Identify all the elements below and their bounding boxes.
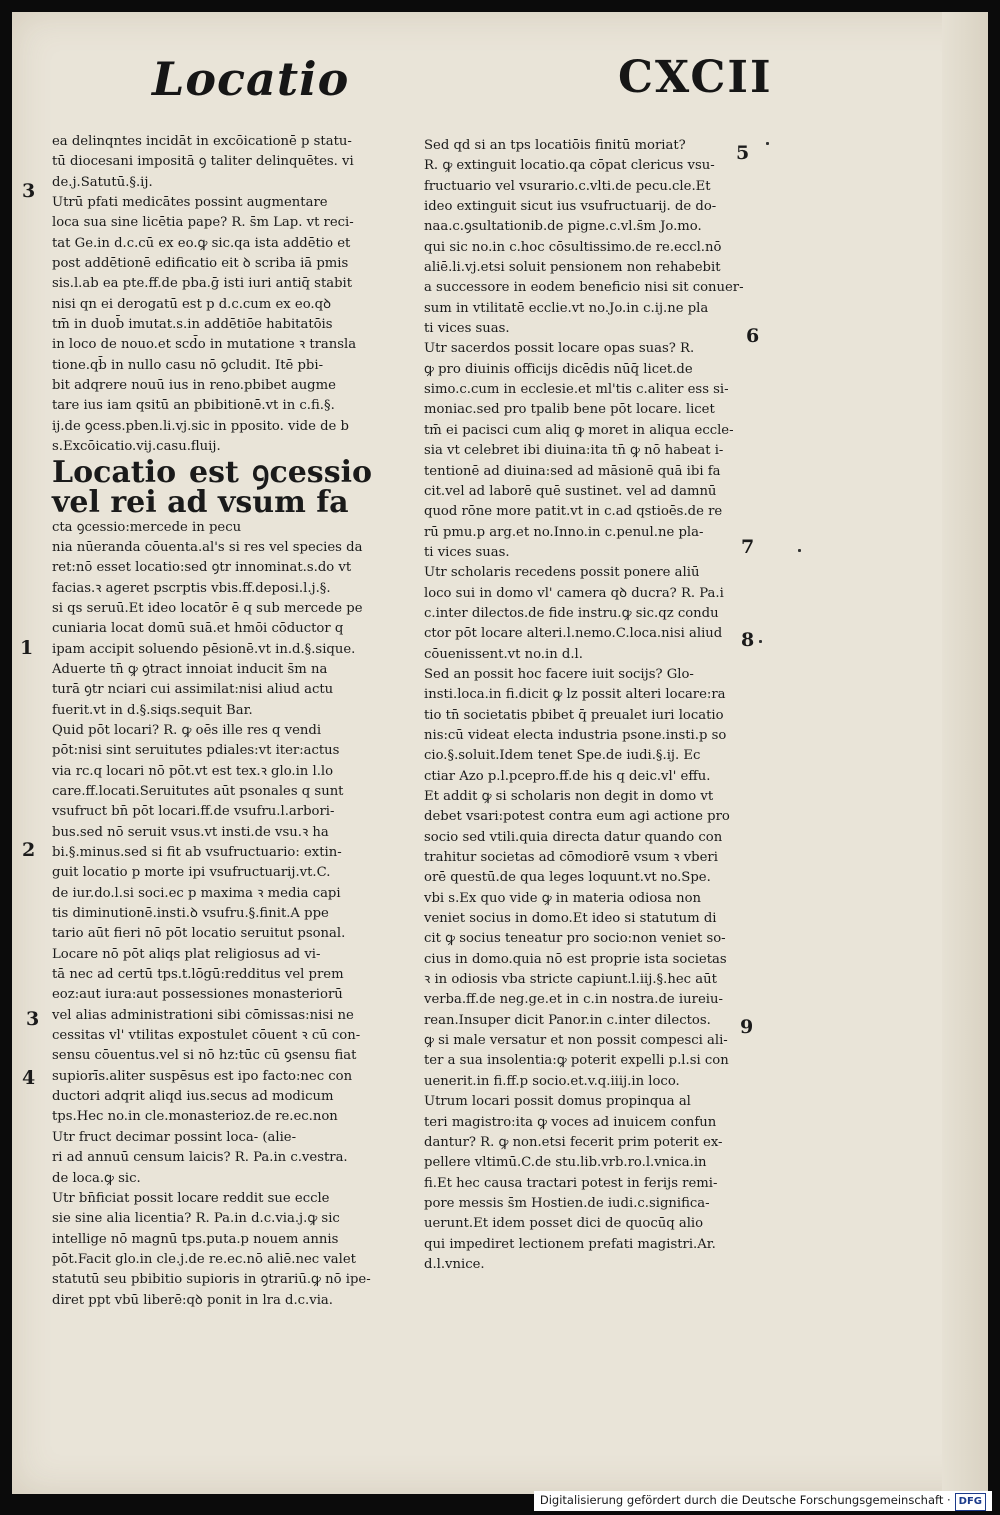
text-line: ctor pōt locare alteri.l.nemo.C.loca.nisi aliud	[424, 626, 723, 642]
text-line: trahitur societas ad cōmodiorē vsum ꝛ vberi	[424, 850, 718, 866]
book-page	[12, 12, 988, 1494]
ink-speck	[759, 640, 762, 643]
text-line: tione.qb̄ in nullo casu nō ꝯcludit. Itē pbi-	[52, 357, 324, 373]
text-line: qui impediret lectionem prefati magistri.Ar.	[424, 1236, 716, 1252]
text-line: veniet socius in domo.Et ideo si statutum di	[424, 911, 717, 927]
text-line: sie sine alia licentia? R. Pa.in d.c.via.j.ꝙ sic	[52, 1211, 340, 1227]
text-line: bus.sed nō seruit vsus.vt insti.de vsu.ꝛ ha	[52, 824, 329, 840]
text-line: insti.loca.in fi.dicit ꝙ lz possit alteri locare:ra	[424, 687, 726, 703]
margin-number: 9	[740, 1016, 754, 1038]
text-line: ipam accipit soluendo pēsionē.vt in.d.§.sique.	[52, 641, 356, 657]
dfg-logo: DFG	[955, 1493, 986, 1511]
text-line: de iur.do.l.si soci.ec p maxima ꝛ media capi	[52, 885, 341, 901]
text-line: nis:cū videat electa industria psone.insti.p so	[424, 727, 727, 743]
text-line: Quid pōt locari? R. ꝙ oēs ille res q vendi	[52, 722, 322, 738]
text-line: tat Ge.in d.c.cū ex eo.ꝙ sic.qa ista addētio et	[52, 235, 351, 251]
text-line: ꝙ si male versatur et non possit compesci ali-	[424, 1033, 728, 1049]
ink-speck	[766, 142, 769, 145]
text-line: pōt:nisi sint seruitutes pdiales:vt iter:actus	[52, 743, 340, 759]
text-line: in loco de nouo.et scd̄o in mutatione ꝛ transla	[52, 337, 357, 353]
text-line: diret ppt vbū liberē:qꝺ ponit in lra d.c.via.	[52, 1292, 333, 1308]
text-line: bi.§.minus.sed si fit ab vsufructuario: extin-	[52, 845, 342, 860]
text-line: fi.Et hec causa tractari potest in ferijs remi-	[424, 1175, 718, 1191]
text-line: uerunt.Et idem posset dici de quocūq alio	[424, 1216, 704, 1232]
credit-text: Digitalisierung gefördert durch die Deutsche Forschungsgemeinschaft ·	[539, 1493, 951, 1507]
text-line: moniac.sed pro tpalib bene pōt locare. licet	[424, 402, 715, 418]
running-head	[152, 52, 773, 122]
text-line: ideo extinguit sicut ius vsufructuarij. de do-	[424, 199, 717, 215]
left-text-column	[52, 132, 372, 1311]
text-line: Utr bn̄ficiat possit locare reddit sue eccle	[52, 1190, 330, 1206]
text-line: ti vices suas.	[424, 544, 510, 560]
text-line: tentionē ad diuina:sed ad māsionē quā ibi fa	[424, 463, 721, 479]
text-line: cuniaria locat domū suā.et hmōi cōductor q	[52, 621, 344, 637]
text-line: vsufruct bn̄ pōt locari.ff.de vsufru.l.arbori-	[52, 804, 335, 820]
margin-number: 4	[22, 1067, 36, 1089]
text-line: Utrū pfati medicātes possint augmentare	[52, 195, 328, 211]
text-line: via rc.q locari nō pōt.vt est tex.ꝛ glo.in l.lo	[52, 763, 334, 779]
text-line: statutū seu pbibitio supioris in ꝯtrariū.ꝙ nō ipe-	[52, 1272, 371, 1288]
text-line: bit adqrere nouū ius in reno.pbibet augme	[52, 378, 336, 394]
text-line: tā nec ad certū tps.t.lōgū:redditus vel prem	[52, 967, 344, 983]
text-line: cio.§.soluit.Idem tenet Spe.de iudi.§.ij. Ec	[424, 748, 701, 764]
margin-number: 1	[20, 637, 34, 659]
text-line: nia nūeranda cōuenta.al's si res vel species da	[52, 539, 363, 555]
text-line: loco sui in domo vl' camera qꝺ ducra? R. Pa.i	[424, 585, 724, 601]
digitization-credit	[534, 1491, 992, 1511]
text-line: Utr scholaris recedens possit ponere aliū	[424, 565, 700, 581]
text-line: s.Excōicatio.vij.casu.fluij.	[52, 439, 221, 455]
text-line: sum in vtilitatē ecclie.vt no.Jo.in c.ij.ne pla	[424, 300, 709, 316]
text-line: vel alias administrationi sibi cōmissas:nisi ne	[52, 1007, 354, 1023]
text-line: Locatio est ꝯcessio vel rei ad vsum fa	[52, 454, 372, 520]
text-line: cius in domo.quia nō est proprie ista societas	[424, 951, 727, 967]
text-line: cit ꝙ socius teneatur pro socio:non veniet so-	[424, 931, 726, 947]
text-line: Sed qd si an tps locatiōis finitū moriat?	[424, 138, 686, 153]
text-line: Utr sacerdos possit locare opas suas? R.	[424, 341, 695, 357]
text-line: sia vt celebret ibi diuina:ita tn̄ ꝙ nō habeat i-	[424, 443, 724, 459]
text-line: rū pmu.p arg.et no.Inno.in c.penul.ne pla-	[424, 524, 704, 540]
text-line: guit locatio p morte ipi vsufructuarij.vt.C.	[52, 865, 331, 881]
text-line: turā ꝯtr nciari cui assimilat:nisi aliud actu	[52, 682, 334, 698]
text-line: aliē.li.vj.etsi soluit pensionem non rehabebit	[424, 260, 721, 276]
text-line: Utrum locari possit domus propinqua al	[424, 1094, 691, 1110]
text-line: sensu cōuentus.vel si nō hz:tūc cū ꝯsensu fiat	[52, 1048, 357, 1064]
margin-number: 3	[26, 1008, 40, 1030]
text-line: loca sua sine licētia pape? R. s̄m Lap. vt reci-	[52, 215, 354, 231]
text-line: pore messis s̄m Hostien.de iudi.c.significa-	[424, 1195, 710, 1211]
text-line: nisi qn ei derogatū est p d.c.cum ex eo.qꝺ	[52, 296, 331, 312]
text-line: Et addit ꝙ si scholaris non degit in domo vt	[424, 789, 714, 804]
text-line: tm̄ ei pacisci cum aliq ꝙ moret in aliqua eccle-	[424, 422, 734, 438]
running-title: Locatio	[152, 52, 350, 106]
text-line: R. ꝙ extinguit locatio.qa cōpat clericus vsu-	[424, 158, 715, 174]
text-line: uenerit.in fi.ff.p socio.et.v.q.iiij.in loco.	[424, 1073, 680, 1089]
text-line: pōt.Facit glo.in cle.j.de re.ec.nō aliē.nec valet	[52, 1251, 356, 1267]
text-line: tare ius iam qsitū an pbibitionē.vt in c.fi.§.	[52, 398, 335, 414]
text-line: sis.l.ab ea pte.ff.de pba.ḡ isti iuri antiq̄ stabit	[52, 276, 353, 292]
text-line: cessitas vl' vtilitas expostulet cōuent ꝛ cū con-	[52, 1028, 361, 1044]
text-line: quod rōne more patit.vt in c.ad qstioēs.de re	[424, 504, 723, 520]
text-line: cōuenissent.vt no.in d.l.	[424, 646, 583, 662]
margin-number: 6	[746, 325, 760, 347]
text-line: orē questū.de qua leges loquunt.vt no.Spe.	[424, 870, 711, 886]
text-line: de loca.ꝙ sic.	[52, 1170, 141, 1186]
text-line: tū diocesani impositā ꝯ taliter delinquētes. vi	[52, 154, 354, 170]
text-line: cta ꝯcessio:mercede in pecu	[52, 519, 242, 535]
text-line: fuerit.vt in d.§.siqs.sequit Bar.	[52, 702, 253, 718]
text-line: ij.de ꝯcess.pben.li.vj.sic in pposito. vide de b	[52, 418, 349, 434]
text-line: naa.c.ꝯsultationib.de pigne.c.vl.s̄m Jo.mo.	[424, 219, 702, 235]
text-line: verba.ff.de neg.ge.et in c.in nostra.de iureiu-	[424, 992, 723, 1008]
text-line: ti vices suas.	[424, 321, 510, 337]
text-line: facias.ꝛ ageret pscrptis vbis.ff.deposi.l.j.§.	[52, 580, 331, 596]
text-line: dantur? R. ꝙ non.etsi fecerit prim poterit ex-	[424, 1134, 723, 1150]
text-line: debet vsari:potest contra eum agi actione pro	[424, 809, 730, 825]
text-line: supiorīs.aliter suspēsus est ipo facto:nec con	[52, 1068, 353, 1084]
text-line: tio tn̄ societatis pbibet q̄ preualet iuri locatio	[424, 707, 724, 723]
text-line: fructuario vel vsurario.c.vlti.de pecu.cle.Et	[424, 178, 711, 194]
text-line: de.j.Satutū.§.ij.	[52, 174, 153, 190]
text-line: rean.Insuper dicit Panor.in c.inter dilectos.	[424, 1012, 711, 1028]
page-edge	[942, 12, 988, 1494]
margin-number: 7	[741, 536, 755, 558]
text-line: ctiar Azo p.l.pcepro.ff.de his q deic.vl' effu.	[424, 768, 711, 784]
text-line: d.l.vnice.	[424, 1256, 485, 1272]
text-line: care.ff.locati.Seruitutes aūt psonales q sunt	[52, 783, 344, 799]
text-line: Utr fruct decimar possint loca- (alie-	[52, 1129, 297, 1145]
text-line: eoz:aut iura:aut possessiones monasteriorū	[52, 987, 343, 1003]
text-line: vbi s.Ex quo vide ꝙ in materia odiosa non	[424, 890, 702, 906]
text-line: ea delinqntes incidāt in excōicationē p statu-	[52, 134, 352, 149]
text-line: Locare nō pōt aliqs plat religiosus ad vi-	[52, 946, 321, 962]
text-line: pellere vltimū.C.de stu.lib.vrb.ro.l.vnica.in	[424, 1155, 707, 1171]
text-line: ri ad annuū censum laicis? R. Pa.in c.vestra.	[52, 1150, 348, 1166]
text-line: post addētionē edificatio eit ꝺ scriba iā pmis	[52, 256, 349, 272]
text-line: simo.c.cum in ecclesie.et ml'tis c.aliter ess si-	[424, 382, 729, 398]
margin-number: 8	[741, 629, 755, 651]
right-text-column	[424, 136, 744, 1275]
text-line: ductori adqrit aliqd ius.secus ad modicum	[52, 1089, 334, 1105]
text-line: ꝙ pro diuinis officijs dicēdis nūq̄ licet.de	[424, 361, 693, 377]
text-line: qui sic no.in c.hoc cōsultissimo.de re.eccl.nō	[424, 239, 722, 255]
text-line: teri magistro:ita ꝙ voces ad inuicem confun	[424, 1114, 717, 1130]
text-line: tario aūt fieri nō pōt locatio seruitut psonal.	[52, 926, 346, 942]
text-line: Sed an possit hoc facere iuit socijs? Glo-	[424, 666, 694, 682]
text-line: tps.Hec no.in cle.monasterioz.de re.ec.non	[52, 1109, 338, 1125]
text-line: cit.vel ad laborē quē sustinet. vel ad damnū	[424, 483, 717, 499]
margin-number: 2	[22, 839, 36, 861]
text-line: si qs seruū.Et ideo locatōr ē q sub mercede pe	[52, 600, 363, 616]
margin-number: 5	[736, 142, 750, 164]
text-line: c.inter dilectos.de fide instru.ꝙ sic.qz condu	[424, 605, 719, 621]
ink-speck	[798, 549, 801, 552]
text-line: Aduerte tn̄ ꝙ ꝯtract innoiat inducit s̄m na	[52, 661, 328, 677]
text-line: ret:nō esset locatio:sed ꝯtr innominat.s.do vt	[52, 560, 352, 576]
text-line: ter a sua insolentia:ꝙ poterit expelli p.l.si con	[424, 1053, 729, 1069]
margin-number: 3	[22, 180, 36, 202]
folio-number: CXCII	[618, 52, 773, 103]
text-line: intellige nō magnū tps.puta.p nouem annis	[52, 1231, 339, 1247]
text-line: a successore in eodem beneficio nisi sit conuer-	[424, 280, 744, 296]
text-line: tm̄ in duob̄ imutat.s.in addētiōe habitatōis	[52, 317, 333, 333]
text-line: socio sed vtili.quia directa datur quando con	[424, 829, 723, 845]
text-line: tis diminutionē.insti.ꝺ vsufru.§.finit.A ppe	[52, 906, 329, 922]
text-line: ꝛ in odiosis vba stricte capiunt.l.iij.§.hec aūt	[424, 972, 717, 988]
